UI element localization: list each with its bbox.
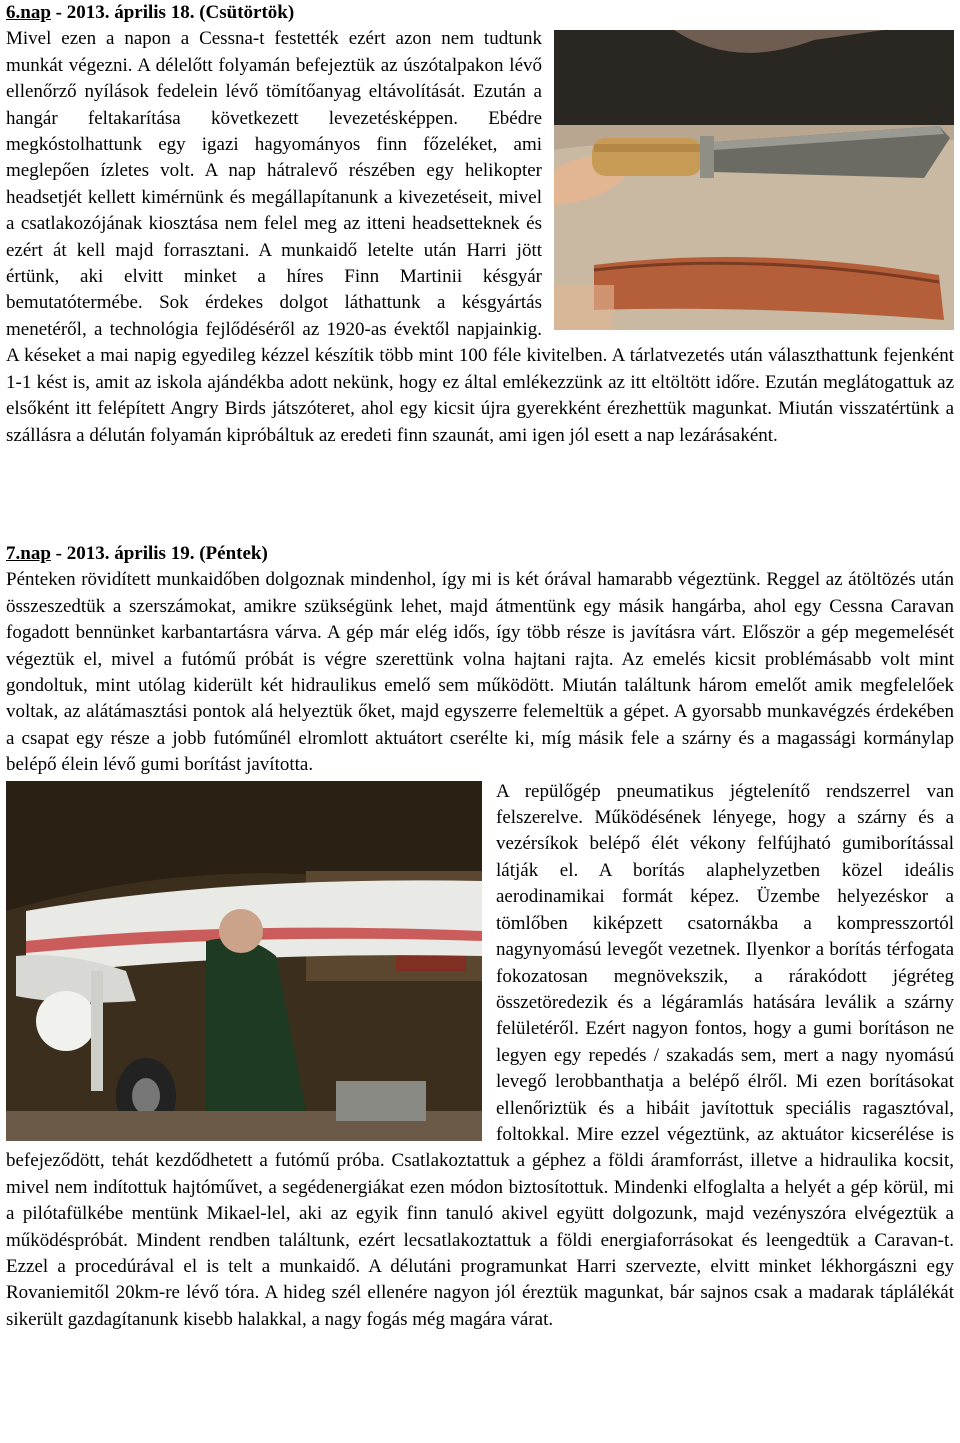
knife-photo: [554, 30, 954, 330]
day6-heading-date: - 2013. április 18. (Csütörtök): [50, 2, 295, 23]
day7-section: [6, 541, 954, 1333]
day7-heading-date: - 2013. április 19. (Péntek): [50, 543, 268, 564]
day7-body-deicing: A repülőgép pneumatikus jégtelenítő rendszerrel van felszerelve. Működésének lényege, hogy a szárny és a vezérsíkok belépő élét vékony felfújható gumiborítással látják el. A borítás alaphelyzetben közel ideális aerodinamikai formát képez. Üzembe helyezéskor a tömlőben kiképzett csatornákba a kompresszortól nagynyomású levegőt vezetnek. Ilyenkor a borítás térfogata fokozatosan megnövekszik, a rárakódott jégréteg összetöredezik és a légáramlás hatására leválik a szárny felületéről. Ezért nagyon fontos, hogy a gumi borításon ne legyen egy repedés / szakadás sem, mert a nagy nyomású levegő lerobbanthatja a belépő élről. Mi ezen borításokat ellenőriztük és a hibáit javítottuk speciális ragasztóval, foltokkal. Mire ezzel végeztünk, az aktuátor kicserélése is befejeződött, tehát kezdődhetett a futómű próba. Csatlakoztattuk a géphez a földi áramforrást, illetve a hidraulika kocsit, mivel nem indítottuk hajtóművet, a segédenergiákat ezen módon biztosítottuk. Mindenki elfoglalta a helyét a gép körül, mi a pilótafülkébe mentünk Mikael-lel, aki az egyik finn tanuló akivel együtt dolgozunk, majd vezényszóra elvégeztük a működéspróbát. Mindent rendben találtunk, ezért lecsatlakoztattuk a földi energiaforrásokat és leengedtük a Caravan-t. Ezzel a procedúrával el is telt a munkaidő. A délutáni programunkat Harri szervezte, elvitt minket lékhorgászni egy Rovaniemitől 20km-re lévő tóra. A hideg szél ellenére nagyon jól éreztük magunkat, bár sajnos csak a madarak táplálékát sikerült gazdagítanunk kisebb halakkal, a nagy fogás még magára várat.: [6, 780, 954, 1330]
knife-photo-graphic: [554, 30, 954, 330]
day6-heading-link[interactable]: 6.nap: [6, 2, 51, 23]
day7-heading-link[interactable]: 7.nap: [6, 543, 51, 564]
day6-body: Mivel ezen a napon a Cessna-t festették ezért azon nem tudtunk munkát végezni. A délelőtt folyamán befejeztük az úszótalpakon lévő ellenőrző nyílások fedelein lévő tömítőanyag eltávolítását. Ezután a hangár feltakarítása következett levezetésképpen. Ebédre megkóstolhattunk egy igazi hagyományos finn főzeléket, ami meglepően ízletes volt. A nap hátralevő részében egy helikopter headsetjét kellett kimérnünk és megállapítanunk a kivezetéseit, mivel a csatlakozójának kiosztása nem felel meg az itteni headsetteknek és ezért át kell majd forrasztani. A munkaidő letelte után Harri jött értünk, aki elvitt minket a híres Finn Martinii késgyár bemutatótermébe. Sok érdekes dolgot láthattunk a késgyártás menetéről, a technológia fejlődéséről az 1920-as évektől napjainkig. A késeket a mai napig egyedileg kézzel készítik több mint 100 féle kivitelben. A tárlatvezetés után választhattunk fejenként 1-1 kést is, amit az iskola ajándékba adott nekünk, hogy ez által emlékezzünk az itt eltöltött időre. Ezután meglátogattuk az elsőként itt felépített Angry Birds játszóteret, ahol egy kicsit újra gyerekként érezhettük magunkat. Miután visszatértünk a szállásra a délután folyamán kipróbáltuk az eredeti finn szaunát, ami igen jól esett a nap lezárásaként.: [6, 28, 954, 446]
day7-body-intro: Pénteken rövidített munkaidőben dolgoznak mindenhol, így mi is két órával hamarabb végeztünk. Reggel az átöltözés után összeszedtük a szerszámokat, amikre szükségünk lehet, majd átmentünk egy másik hangárba, ahol egy Cessna Caravan fogadott bennünket karbantartásra várva. A gép már elég idős, így több része is javításra várt. Először a gép megemelését végeztük el, mivel a futómű próbát is végre szerettünk volna hajtani rajta. Az emelés kicsit problémásabb volt mint gondoltuk, mint utólag kiderült két hidraulikus emelő sem működött. Miután találtunk három emelőt amik megfelelőek voltak, az alátámasztási pontok alá helyeztük őket, majd egyszerre felemeltük a gépet. A gyorsabb munkavégzés érdekében a csapat egy része a jobb futóműnél elromlott aktuátort cserélte ki, míg másik fele a szárny és a magassági kormánylap belépő élein lévő gumi borítást javította.: [6, 569, 954, 776]
day7-heading: [6, 541, 954, 567]
day6-heading: [6, 0, 954, 26]
day6-section: [6, 0, 954, 449]
cessna-hangar-photo: [6, 781, 482, 1141]
cessna-hangar-photo-graphic: [6, 781, 482, 1141]
